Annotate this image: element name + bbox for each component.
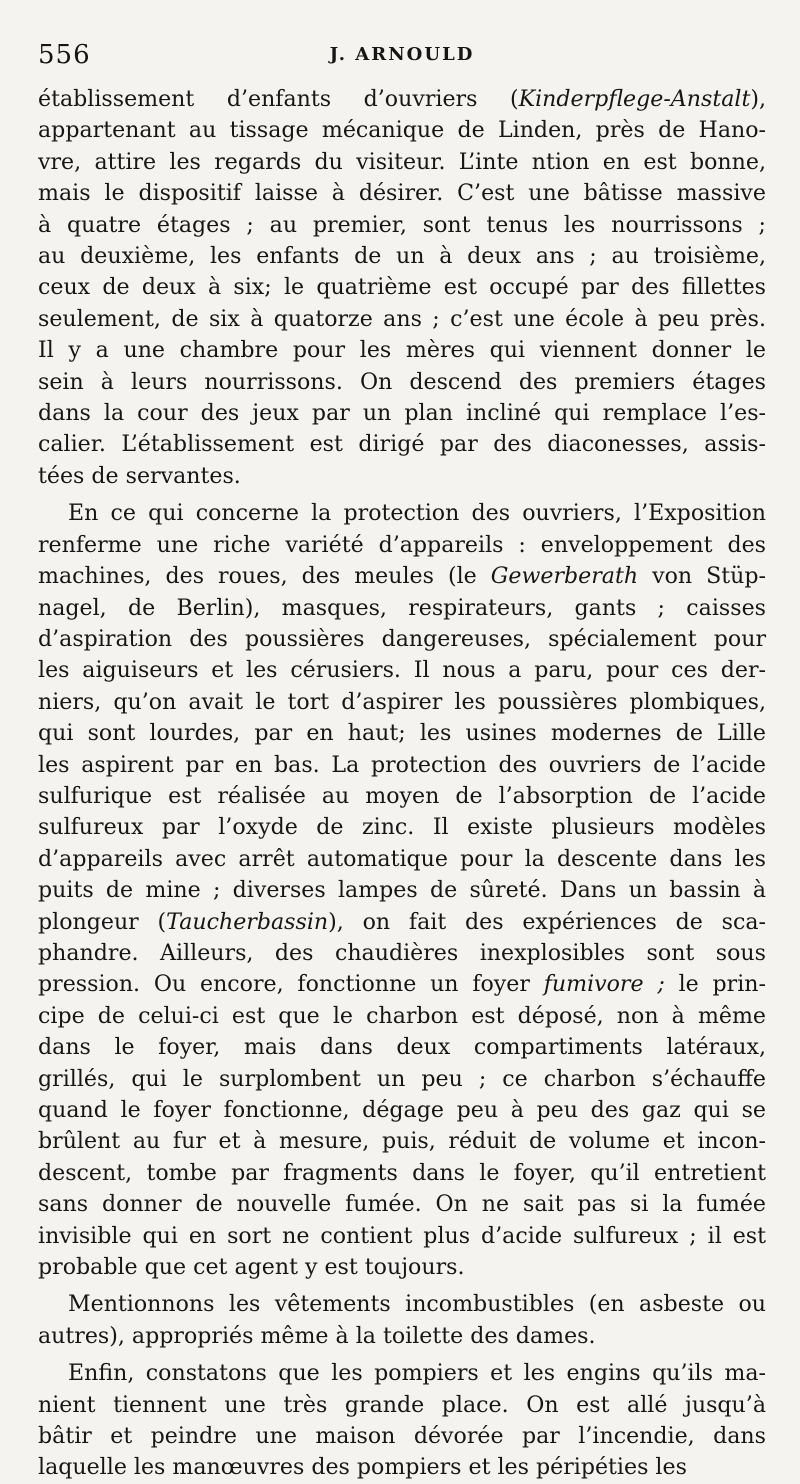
text-line xyxy=(38,1001,766,1032)
italic-term: Gewerberath xyxy=(490,563,639,590)
text-line xyxy=(38,178,766,209)
text-line xyxy=(38,1390,766,1421)
text-segment: vre, attire les regards du visiteur. L’inte ntion en est bonne, xyxy=(38,148,766,175)
text-line xyxy=(38,1321,766,1352)
text-segment: cipe de celui-ci est que le charbon est déposé, non à même xyxy=(38,1002,766,1029)
text-segment: grillés, qui le surplombent un peu ; ce charbon s’échauffe xyxy=(38,1065,766,1092)
text-segment: laquelle les manœuvres des pompiers et les péripéties les xyxy=(38,1454,687,1481)
text-line xyxy=(38,530,766,561)
text-segment: machines, des roues, des meules (le xyxy=(38,563,491,590)
text-line xyxy=(38,335,766,366)
text-line xyxy=(38,461,766,492)
text-line xyxy=(38,1032,766,1063)
text-segment: probable que cet agent y est toujours. xyxy=(38,1254,465,1281)
text-segment: les aiguiseurs et les cérusiers. Il nous a paru, pour ces der- xyxy=(38,657,766,684)
text-segment: quand le foyer fonctionne, dégage peu à peu des gaz qui se xyxy=(38,1097,766,1123)
text-segment: dans la cour des jeux par un plan incliné qui remplace l’es- xyxy=(38,400,766,427)
text-segment: au deuxième, les enfants de un à deux ans ; au troisième, xyxy=(38,243,766,270)
text-line xyxy=(38,241,766,272)
text-line xyxy=(38,938,766,969)
text-segment: von Stüp- xyxy=(638,563,766,590)
text-line xyxy=(38,593,766,624)
text-line xyxy=(38,561,766,592)
text-segment: autres), appropriés même à la toilette des dames. xyxy=(38,1322,596,1349)
text-line xyxy=(38,655,766,686)
text-segment: d’aspiration des poussières dangereuses, spécialement pour xyxy=(38,625,766,652)
text-segment: ceux de deux à six; le quatrième est occupé par des fillettes xyxy=(38,274,766,301)
page-number: 556 xyxy=(38,40,91,70)
page-header xyxy=(38,34,766,84)
text-line xyxy=(38,147,766,178)
text-line xyxy=(38,210,766,241)
text-line xyxy=(38,718,766,749)
text-line xyxy=(38,84,766,115)
text-segment: sans donner de nouvelle fumée. On ne sait pas si la fumée xyxy=(38,1191,766,1218)
text-segment: établissement d’enfants d’ouvriers ( xyxy=(38,86,519,112)
text-line xyxy=(38,367,766,398)
text-line xyxy=(38,1158,766,1189)
text-segment: niers, qu’on avait le tort d’aspirer les poussières plombiques, xyxy=(38,688,766,715)
text-line xyxy=(38,687,766,718)
text-line xyxy=(38,1064,766,1095)
text-segment: calier. L’établissement est dirigé par des diaconesses, assis- xyxy=(38,431,766,458)
text-segment: plongeur ( xyxy=(38,908,167,935)
text-line xyxy=(38,1252,766,1283)
body-text xyxy=(38,84,766,1484)
text-segment: seulement, de six à quatorze ans ; c’est une école à peu près. xyxy=(38,305,766,332)
text-segment: En ce qui concerne la protection des ouvriers, l’Exposition xyxy=(68,500,766,527)
text-segment: ), on fait des expériences de sca- xyxy=(328,908,766,935)
text-segment: nient tiennent une très grande place. On est allé jusqu’à xyxy=(38,1391,766,1418)
text-line xyxy=(38,624,766,655)
text-segment: à quatre étages ; au premier, sont tenus les nourrissons ; xyxy=(38,211,766,238)
text-segment: phandre. Ailleurs, des chaudières inexplosibles sont sous xyxy=(38,939,766,966)
text-line xyxy=(38,1221,766,1252)
text-segment: bâtir et peindre une maison dévorée par l’incendie, dans xyxy=(38,1423,766,1450)
paragraph xyxy=(38,498,766,1283)
text-segment: pression. Ou encore, fonctionne un foyer xyxy=(38,971,544,998)
text-line xyxy=(38,272,766,303)
text-segment: sein à leurs nourrissons. On descend des premiers étages xyxy=(38,368,766,395)
text-line xyxy=(38,1126,766,1157)
paragraph xyxy=(38,1289,766,1352)
text-segment: sulfureux par l’oxyde de zinc. Il existe plusieurs modèles xyxy=(38,814,766,841)
text-segment: mais le dispositif laisse à désirer. C’est une bâtisse massive xyxy=(38,180,766,207)
text-segment: Enfin, constatons que les pompiers et les engins qu’ils ma- xyxy=(68,1360,766,1387)
text-line xyxy=(38,498,766,529)
text-line xyxy=(38,969,766,1000)
text-segment: appartenant au tissage mécanique de Linden, près de Hano- xyxy=(38,117,766,144)
text-segment: puits de mine ; diverses lampes de sûreté. Dans un bassin à xyxy=(38,877,766,904)
text-segment: Il y a une chambre pour les mères qui viennent donner le xyxy=(38,337,766,364)
italic-term: Kinderpflege-Anstalt xyxy=(518,86,751,112)
text-line xyxy=(38,429,766,460)
text-segment: sulfurique est réalisée au moyen de l’absorption de l’acide xyxy=(38,782,766,809)
text-line xyxy=(38,1189,766,1220)
text-line xyxy=(38,1358,766,1389)
text-line xyxy=(38,781,766,812)
text-segment: tées de servantes. xyxy=(38,462,241,489)
italic-term: fumivore ; xyxy=(543,971,665,998)
italic-term: Taucherbassin xyxy=(166,908,329,935)
text-segment: d’appareils avec arrêt automatique pour la descente dans les xyxy=(38,845,766,872)
text-line xyxy=(38,1452,766,1483)
text-segment: ), xyxy=(750,86,766,112)
text-line xyxy=(38,1421,766,1452)
text-line xyxy=(38,398,766,429)
text-segment: les aspirent par en bas. La protection des ouvriers de l’acide xyxy=(38,751,766,778)
text-segment: le prin- xyxy=(664,971,766,998)
text-line xyxy=(38,304,766,335)
text-segment: descent, tombe par fragments dans le foyer, qu’il entretient xyxy=(38,1159,766,1186)
text-line xyxy=(38,812,766,843)
text-segment: brûlent au fur et à mesure, puis, réduit de volume et incon- xyxy=(38,1128,766,1155)
text-line xyxy=(38,750,766,781)
text-line xyxy=(38,875,766,906)
text-line xyxy=(38,907,766,938)
running-head: J. ARNOULD xyxy=(329,44,475,65)
text-line xyxy=(38,1095,766,1126)
paragraph xyxy=(38,1358,766,1484)
paragraph xyxy=(38,84,766,492)
text-line xyxy=(38,844,766,875)
text-segment: renferme une riche variété d’appareils : enveloppement des xyxy=(38,531,766,558)
text-line xyxy=(38,115,766,146)
text-line xyxy=(38,1289,766,1320)
text-segment: qui sont lourdes, par en haut; les usines modernes de Lille xyxy=(38,720,766,747)
text-segment: invisible qui en sort ne contient plus d’acide sulfureux ; il est xyxy=(38,1222,766,1249)
text-segment: nagel, de Berlin), masques, respirateurs, gants ; caisses xyxy=(38,594,766,621)
text-segment: dans le foyer, mais dans deux compartiments latéraux, xyxy=(38,1034,766,1061)
text-segment: Mentionnons les vêtements incombustibles (en asbeste ou xyxy=(68,1291,766,1318)
